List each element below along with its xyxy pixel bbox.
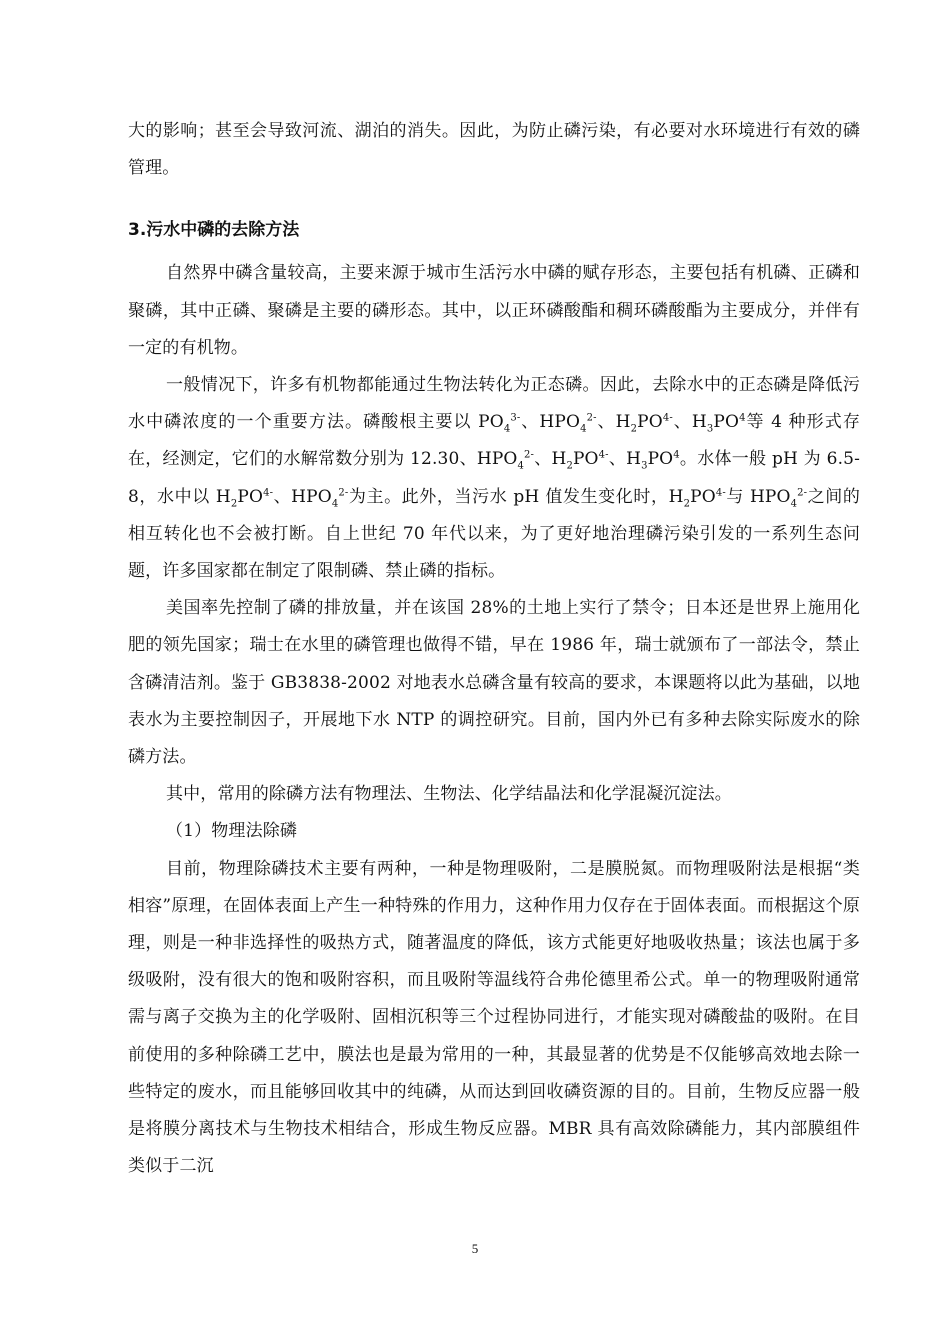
section-heading: 3.污水中磷的去除方法 (128, 220, 300, 241)
subheading-physical-method: （1）物理法除磷 (166, 821, 298, 842)
paragraph-international-regulation: 美国率先控制了磷的排放量，并在该国 28%的土地上实行了禁令；日本还是世界上施用化肥的领先国家；瑞士在水里的磷管理也做得不错，早在 1986 年，瑞士就颁布了一部法令，禁止含磷清洁剂。鉴于 GB3838-2002 对地表水总磷含量有较高的要求，本课题将以此为基础，以地表水为主要控制因子，开展地下水 NTP 的调控研究。目前，国内外已有多种去除实际废水的除磷方法。 (128, 598, 860, 768)
paragraph-orthophosphate-forms: 一般情况下，许多有机物都能通过生物法转化为正态磷。因此，去除水中的正态磷是降低污水中磷浓度的一个重要方法。磷酸根主要以 $PO_4^{3-}$、$HPO_4^{2-}$、$H_2PO^{4-}$、$H_3PO^4$等 4 种形式存在，经测定，它们的水解常数分别为 12.30、$HPO_4^{2-}$、$H_2PO^{4-}$、$H_3PO^4$。水体一般 pH 为 6.5-8，水中以 $H_2PO^{4-}$、$HPO_4^{2-}$为主。此外，当污水 pH 值发生变化时，$H_2PO^{4-}$与 $HPO_4^{2-}$之间的相互转化也不会被打断。自上世纪 70 年代以来，为了更好地治理磷污染引发的一系列生态问题，许多国家都在制定了限制磷、禁止磷的指标。 (128, 375, 860, 582)
paragraph-physical-removal: 目前，物理除磷技术主要有两种，一种是物理吸附，二是膜脱氮。而物理吸附法是根据“类相容”原理，在固体表面上产生一种特殊的作用力，这种作用力仅存在于固体表面。而根据这个原理，则是一种非选择性的吸热方式，随著温度的降低，该方式能更好地吸收热量；该法也属于多级吸附，没有很大的饱和吸附容积，而且吸附等温线符合弗伦德里希公式。单一的物理吸附通常需与离子交换为主的化学吸附、固相沉积等三个过程协同进行，才能实现对磷酸盐的吸附。在目前使用的多种除磷工艺中，膜法也是最为常用的一种，其最显著的优势是不仅能够高效地去除一些特定的废水，而且能够回收其中的纯磷，从而达到回收磷资源的目的。目前，生物反应器一般是将膜分离技术与生物技术相结合，形成生物反应器。MBR 具有高效除磷能力，其内部膜组件类似于二沉 (128, 858, 860, 1177)
intro-paragraph: 大的影响；甚至会导致河流、湖泊的消失。因此，为防止磷污染，有必要对水环境进行有效的磷管理。 (128, 121, 860, 179)
paragraph-phosphorus-sources: 自然界中磷含量较高，主要来源于城市生活污水中磷的赋存形态，主要包括有机磷、正磷和聚磷，其中正磷、聚磷是主要的磷形态。其中，以正环磷酸酯和稠环磷酸酯为主要成分，并伴有一定的有机物。 (128, 263, 860, 358)
page-body (128, 113, 860, 1185)
paragraph-removal-methods: 其中，常用的除磷方法有物理法、生物法、化学结晶法和化学混凝沉淀法。 (166, 784, 732, 805)
page-number: 5 (471, 1241, 479, 1256)
